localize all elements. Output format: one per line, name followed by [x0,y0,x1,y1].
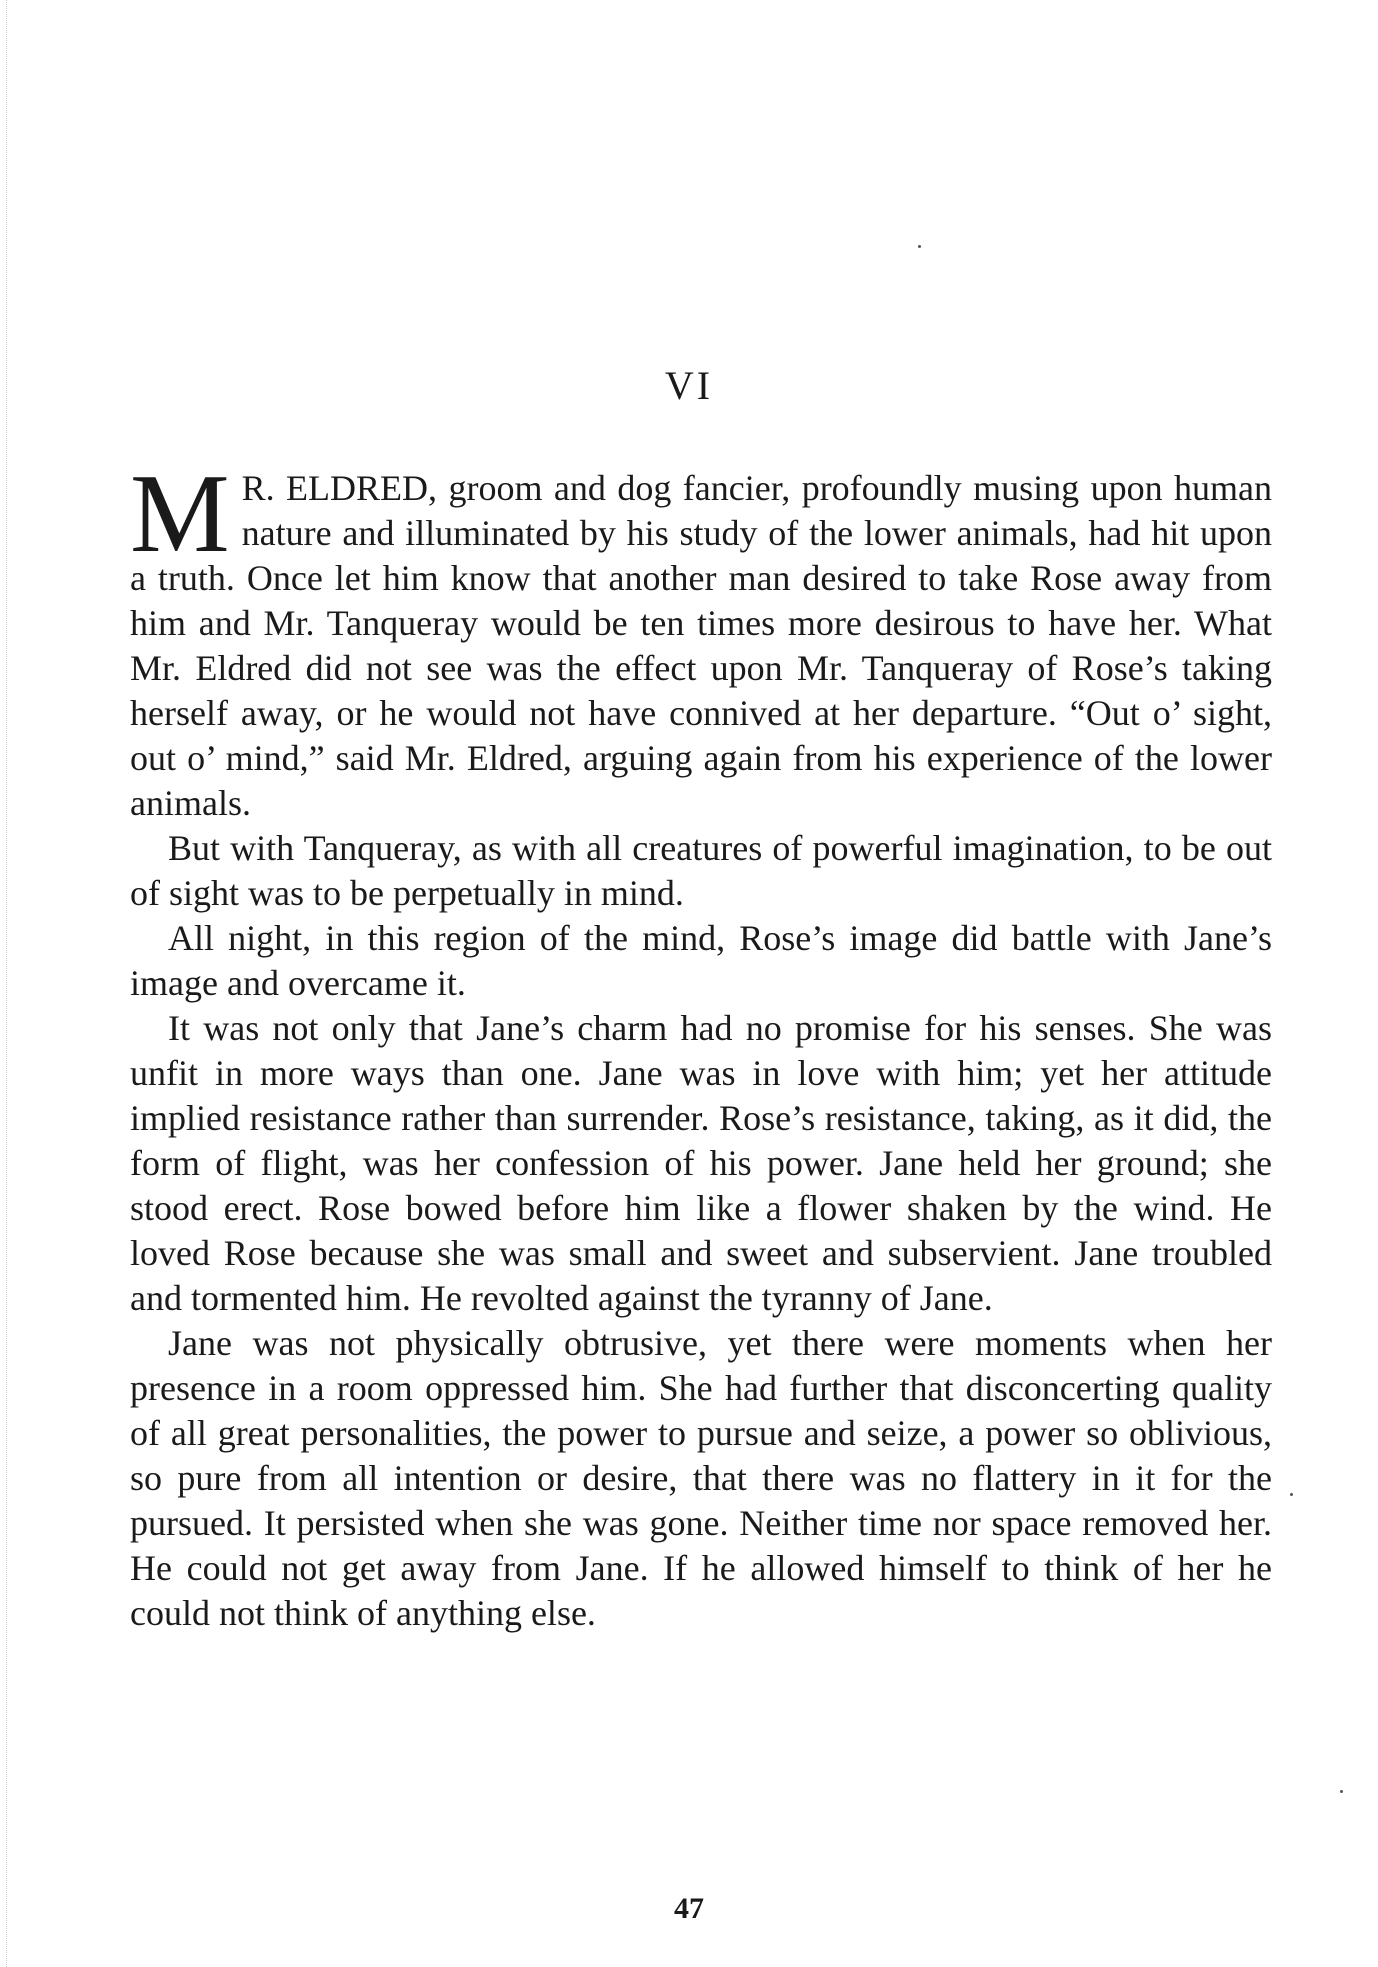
print-speck [1290,1493,1293,1496]
page-number: 47 [674,1892,704,1925]
print-speck [918,245,921,248]
paragraph-text: R. ELDRED, groom and dog fancier, profoundly musing upon human nature and illuminated by his study of the lower animals, had hit upon a truth. Once let him know that another man desired to take Rose away from him and Mr. Tanqueray would be ten times more desirous to have her. What Mr. Eldred did not see was the effect upon Mr. Tanqueray of Rose’s taking herself away, or he would not have connived at her departure. “Out o’ sight, out o’ mind,” said Mr. Eldred, arguing again from his experience of the lower animals. [130,468,1272,823]
paragraph: Jane was not physically obtrusive, yet there were moments when her presence in a room oppressed him. She had further that disconcerting quality of all great personalities, the power to pursue and seize, a power so oblivious, so pure from all intention or desire, that there was no flattery in it for the pursued. It persisted when she was gone. Neither time nor space removed her. He could not get away from Jane. If he allowed himself to think of her he could not think of anything else. [130,1323,1272,1633]
gutter-edge [6,0,7,1967]
paragraph: All night, in this region of the mind, Rose’s image did battle with Jane’s image and overcame it. [130,918,1272,1003]
drop-cap: M [130,452,230,576]
paragraph: It was not only that Jane’s charm had no promise for his senses. She was unfit in more ways than one. Jane was in love with him; yet her attitude implied resistance rather than surrender. Rose’s resistance, taking, as it did, the form of flight, was her confession of his power. Jane held her ground; she stood erect. Rose bowed before him like a flower shaken by the wind. He loved Rose because she was small and sweet and subservient. Jane troubled and tormented him. He revolted against the tyranny of Jane. [130,1008,1272,1318]
paragraph: But with Tanqueray, as with all creatures of powerful imagination, to be out of sight was to be perpetually in mind. [130,828,1272,913]
paragraph [130,452,1272,826]
chapter-heading: VI [664,363,714,408]
body-text [130,452,1272,1636]
print-speck [1340,1790,1343,1793]
